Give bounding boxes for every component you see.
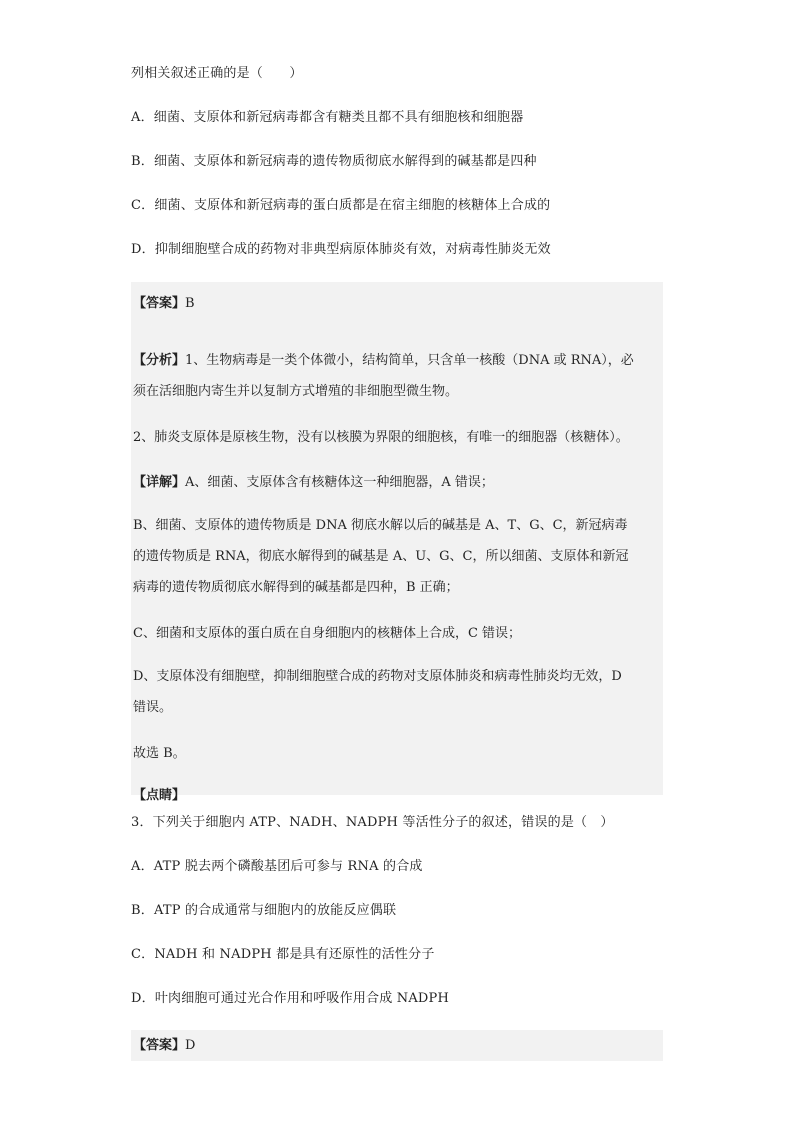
detail-b-line-1: B、细菌、支原体的遗传物质是 DNA 彻底水解以后的碱基是 A、T、G、C，新冠病毒 [133,518,628,533]
conclusion: 故选 B。 [133,746,186,761]
option-a: A．细菌、支原体和新冠病毒都含有糖类且都不具有细胞核和细胞器 [131,110,524,125]
answer-explanation-box [131,282,663,803]
answer-line [131,288,197,319]
answer-line [131,1030,663,1061]
analysis-line-1: 1、生物病毒是一类个体微小，结构简单，只含单一核酸（DNA 或 RNA），必 [185,353,634,368]
question-2 [131,63,551,283]
answer-value: B [185,296,195,311]
question-3 [131,812,614,1032]
option-b: B．细菌、支原体和新冠病毒的遗传物质彻底水解得到的碱基都是四种 [131,154,537,169]
detail-d [131,661,624,723]
detail-label: 【详解】 [133,475,186,490]
comment-label: 【点睛】 [133,788,186,803]
option-a: A．ATP 脱去两个磷酸基团后可参与 RNA 的合成 [131,859,423,874]
question-stem: 3．下列关于细胞内 ATP、NADH、NADPH 等活性分子的叙述，错误的是（ ） [131,815,614,830]
detail-b [131,510,631,603]
option-d: D．叶肉细胞可通过光合作用和呼吸作用合成 NADPH [131,991,450,1006]
answer-value: D [185,1038,196,1053]
detail-b-line-2: 的遗传物质是 RNA，彻底水解得到的碱基是 A、U、G、C，所以细菌、支原体和新冠 [133,549,629,564]
option-c: C．细菌、支原体和新冠病毒的蛋白质都是在宿主细胞的核糖体上合成的 [131,198,551,213]
answer-box-q3 [131,1030,663,1061]
question-stem: 列相关叙述正确的是（ ） [131,66,303,81]
analysis-label: 【分析】 [133,353,186,368]
analysis-line-2: 须在活细胞内寄生并以复制方式增殖的非细胞型微生物。 [133,384,459,399]
answer-label: 【答案】 [133,296,186,311]
detail-c: C、细菌和支原体的蛋白质在自身细胞内的核糖体上合成，C 错误； [133,626,522,641]
detail-a [131,467,496,498]
detail-b-line-3: 病毒的遗传物质彻底水解得到的碱基都是四种，B 正确； [133,580,459,595]
option-d: D．抑制细胞壁合成的药物对非典型病原体肺炎有效，对病毒性肺炎无效 [131,242,551,257]
analysis-para [131,345,636,407]
detail-d-line-1: D、支原体没有细胞壁，抑制细胞壁合成的药物对支原体肺炎和病毒性肺炎均无效，D [133,669,622,684]
answer-label: 【答案】 [133,1038,186,1053]
detail-d-line-2: 错误。 [133,700,173,715]
option-c: C．NADH 和 NADPH 都是具有还原性的活性分子 [131,947,435,962]
analysis-point-2: 2、肺炎支原体是原核生物，没有以核膜为界限的细胞核，有唯一的细胞器（核糖体）。 [133,430,629,445]
option-b: B．ATP 的合成通常与细胞内的放能反应偶联 [131,903,397,918]
detail-a-text: A、细菌、支原体含有核糖体这一种细胞器，A 错误； [185,475,494,490]
